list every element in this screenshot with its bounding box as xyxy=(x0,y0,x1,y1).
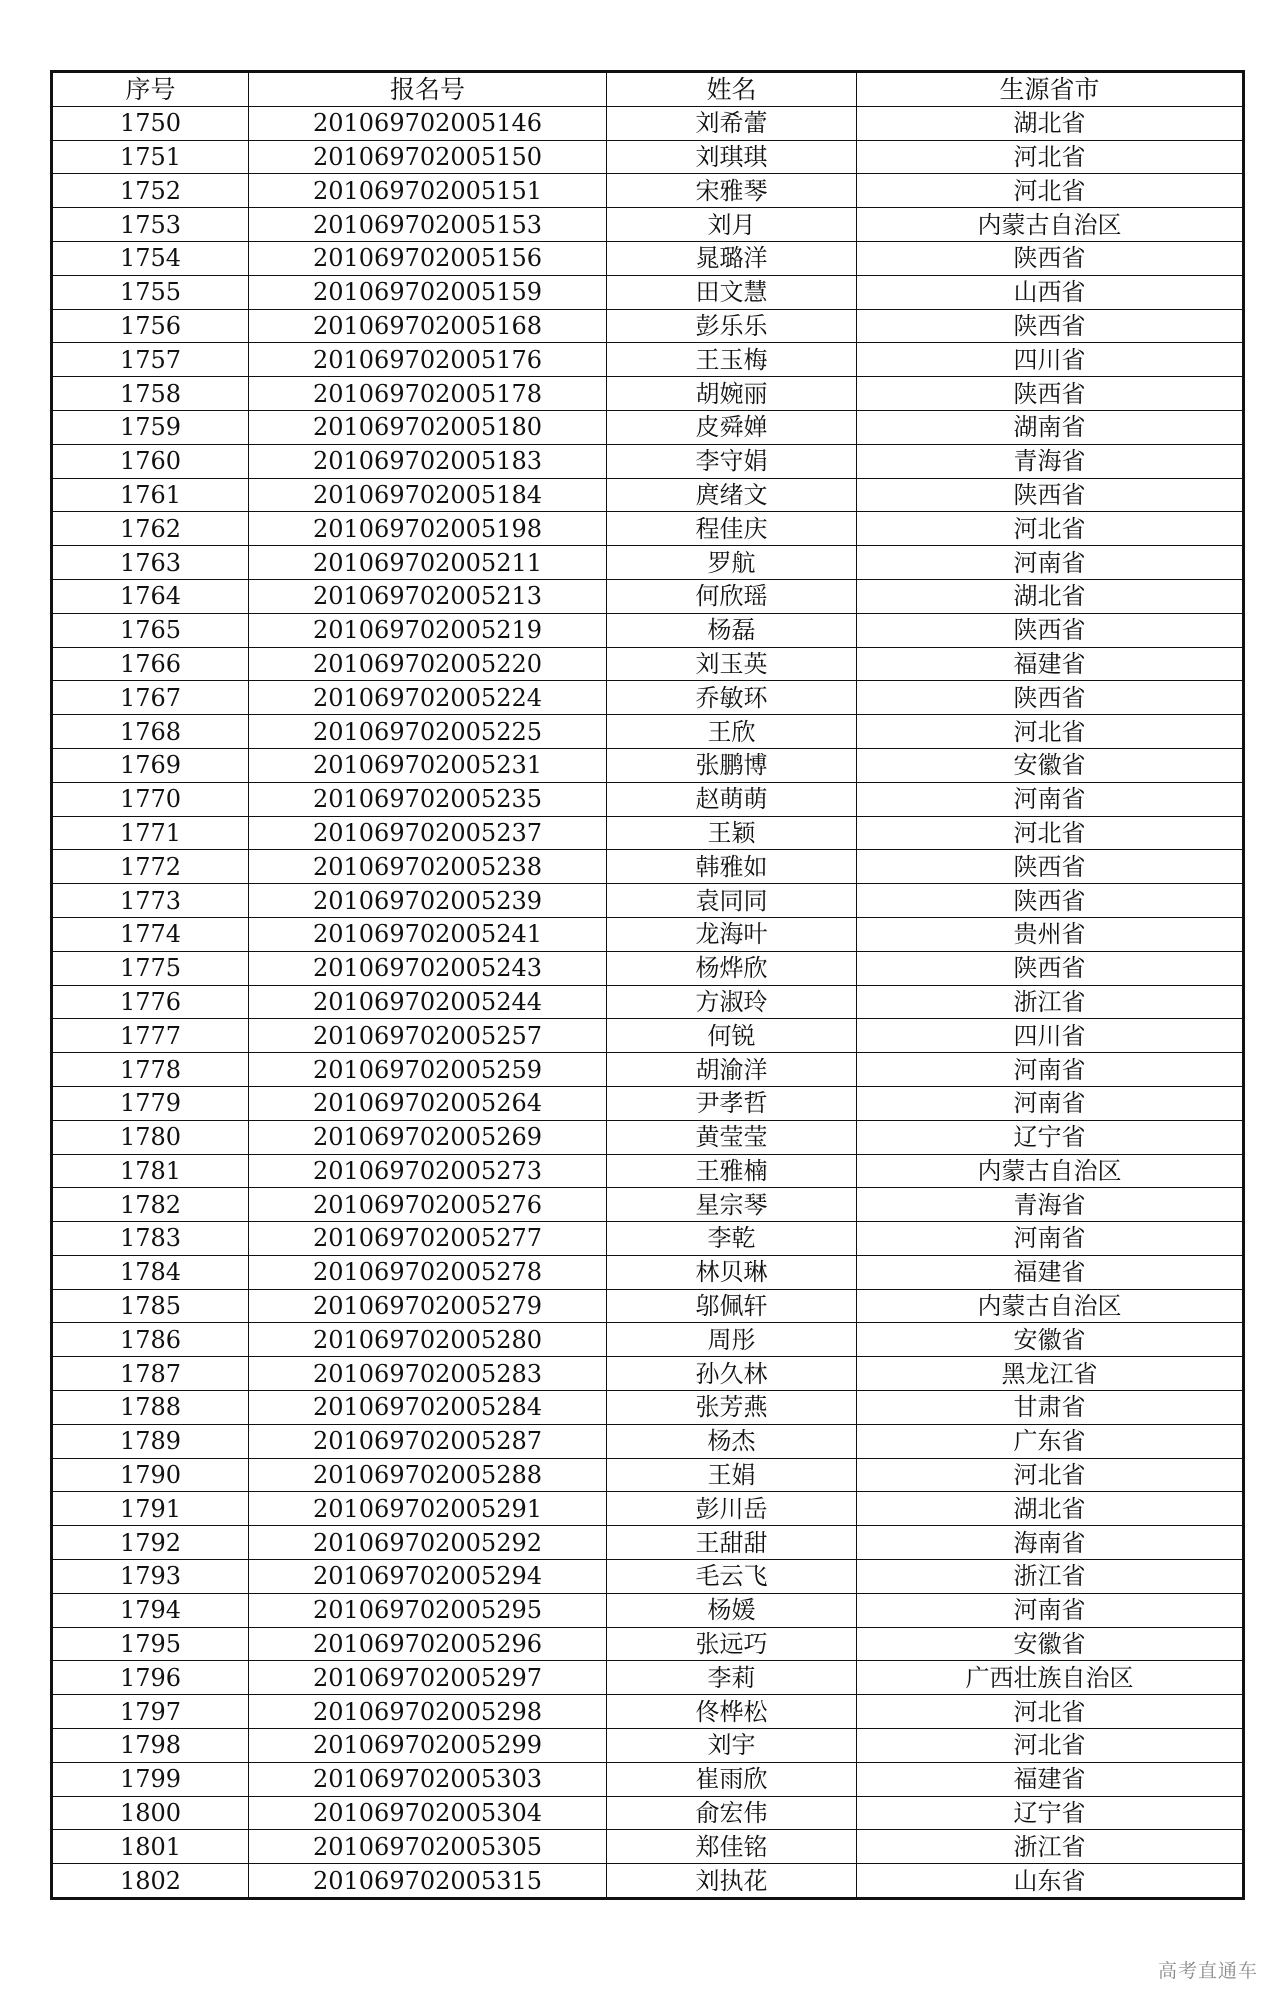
cell-source-province: 福建省 xyxy=(857,1762,1244,1796)
table-row xyxy=(52,512,1244,546)
table-row xyxy=(52,1154,1244,1188)
cell-source-province: 青海省 xyxy=(857,1188,1244,1222)
cell-name: 林贝琳 xyxy=(607,1255,857,1289)
cell-name: 李乾 xyxy=(607,1222,857,1256)
cell-seq: 1766 xyxy=(52,647,249,681)
cell-source-province: 浙江省 xyxy=(857,985,1244,1019)
table-row xyxy=(52,444,1244,478)
table-row xyxy=(52,1458,1244,1492)
cell-seq: 1782 xyxy=(52,1188,249,1222)
cell-seq: 1767 xyxy=(52,681,249,715)
header-registration-number: 报名号 xyxy=(249,72,607,107)
cell-registration-number: 201069702005284 xyxy=(249,1391,607,1425)
table-row xyxy=(52,208,1244,242)
cell-name: 宋雅琴 xyxy=(607,174,857,208)
cell-name: 星宗琴 xyxy=(607,1188,857,1222)
cell-name: 韩雅如 xyxy=(607,850,857,884)
table-row xyxy=(52,1289,1244,1323)
table-row xyxy=(52,613,1244,647)
cell-source-province: 河北省 xyxy=(857,816,1244,850)
cell-registration-number: 201069702005224 xyxy=(249,681,607,715)
cell-name: 刘希蕾 xyxy=(607,106,857,140)
table-row xyxy=(52,884,1244,918)
table-row xyxy=(52,1695,1244,1729)
cell-registration-number: 201069702005277 xyxy=(249,1222,607,1256)
cell-seq: 1792 xyxy=(52,1526,249,1560)
cell-seq: 1771 xyxy=(52,816,249,850)
header-name: 姓名 xyxy=(607,72,857,107)
table-row xyxy=(52,1560,1244,1594)
cell-registration-number: 201069702005305 xyxy=(249,1830,607,1864)
cell-source-province: 安徽省 xyxy=(857,1627,1244,1661)
table-row xyxy=(52,1796,1244,1830)
cell-name: 郑佳铭 xyxy=(607,1830,857,1864)
cell-seq: 1797 xyxy=(52,1695,249,1729)
cell-name: 尹孝哲 xyxy=(607,1086,857,1120)
table-row xyxy=(52,1323,1244,1357)
cell-name: 杨磊 xyxy=(607,613,857,647)
cell-seq: 1750 xyxy=(52,106,249,140)
cell-name: 田文慧 xyxy=(607,275,857,309)
table-row xyxy=(52,715,1244,749)
cell-source-province: 青海省 xyxy=(857,444,1244,478)
cell-source-province: 陕西省 xyxy=(857,478,1244,512)
cell-name: 张鹏博 xyxy=(607,748,857,782)
cell-name: 胡婉丽 xyxy=(607,377,857,411)
cell-name: 彭乐乐 xyxy=(607,309,857,343)
table-row xyxy=(52,782,1244,816)
cell-seq: 1775 xyxy=(52,951,249,985)
cell-seq: 1756 xyxy=(52,309,249,343)
cell-seq: 1779 xyxy=(52,1086,249,1120)
table-row xyxy=(52,1526,1244,1560)
cell-name: 罗航 xyxy=(607,546,857,580)
cell-registration-number: 201069702005280 xyxy=(249,1323,607,1357)
cell-source-province: 安徽省 xyxy=(857,748,1244,782)
cell-name: 刘琪琪 xyxy=(607,140,857,174)
cell-source-province: 浙江省 xyxy=(857,1830,1244,1864)
header-seq: 序号 xyxy=(52,72,249,107)
cell-name: 王雅楠 xyxy=(607,1154,857,1188)
table-row xyxy=(52,377,1244,411)
cell-source-province: 湖南省 xyxy=(857,410,1244,444)
cell-registration-number: 201069702005159 xyxy=(249,275,607,309)
cell-seq: 1800 xyxy=(52,1796,249,1830)
table-row xyxy=(52,917,1244,951)
cell-seq: 1802 xyxy=(52,1864,249,1899)
cell-name: 崔雨欣 xyxy=(607,1762,857,1796)
cell-seq: 1787 xyxy=(52,1357,249,1391)
cell-name: 袁同同 xyxy=(607,884,857,918)
cell-registration-number: 201069702005241 xyxy=(249,917,607,951)
cell-seq: 1760 xyxy=(52,444,249,478)
cell-registration-number: 201069702005296 xyxy=(249,1627,607,1661)
cell-seq: 1758 xyxy=(52,377,249,411)
table-row xyxy=(52,816,1244,850)
cell-registration-number: 201069702005304 xyxy=(249,1796,607,1830)
cell-seq: 1759 xyxy=(52,410,249,444)
cell-source-province: 河北省 xyxy=(857,1729,1244,1763)
cell-name: 王甜甜 xyxy=(607,1526,857,1560)
cell-name: 李莉 xyxy=(607,1661,857,1695)
cell-name: 邬佩轩 xyxy=(607,1289,857,1323)
cell-source-province: 陕西省 xyxy=(857,309,1244,343)
cell-seq: 1772 xyxy=(52,850,249,884)
cell-source-province: 河南省 xyxy=(857,546,1244,580)
cell-name: 程佳庆 xyxy=(607,512,857,546)
table-row xyxy=(52,309,1244,343)
cell-source-province: 山东省 xyxy=(857,1864,1244,1899)
cell-source-province: 辽宁省 xyxy=(857,1796,1244,1830)
cell-registration-number: 201069702005294 xyxy=(249,1560,607,1594)
cell-source-province: 浙江省 xyxy=(857,1560,1244,1594)
cell-name: 周彤 xyxy=(607,1323,857,1357)
cell-source-province: 河南省 xyxy=(857,1086,1244,1120)
cell-registration-number: 201069702005184 xyxy=(249,478,607,512)
cell-source-province: 河南省 xyxy=(857,1053,1244,1087)
cell-name: 杨媛 xyxy=(607,1593,857,1627)
table-row xyxy=(52,748,1244,782)
cell-registration-number: 201069702005297 xyxy=(249,1661,607,1695)
cell-registration-number: 201069702005315 xyxy=(249,1864,607,1899)
cell-seq: 1770 xyxy=(52,782,249,816)
cell-registration-number: 201069702005151 xyxy=(249,174,607,208)
table-row xyxy=(52,681,1244,715)
table-row xyxy=(52,1492,1244,1526)
cell-seq: 1793 xyxy=(52,1560,249,1594)
cell-registration-number: 201069702005244 xyxy=(249,985,607,1019)
cell-registration-number: 201069702005259 xyxy=(249,1053,607,1087)
cell-name: 龙海叶 xyxy=(607,917,857,951)
cell-name: 何锐 xyxy=(607,1019,857,1053)
cell-seq: 1791 xyxy=(52,1492,249,1526)
cell-source-province: 河北省 xyxy=(857,1695,1244,1729)
cell-registration-number: 201069702005298 xyxy=(249,1695,607,1729)
table-row xyxy=(52,1830,1244,1864)
admission-list-table xyxy=(50,70,1245,1900)
cell-name: 杨杰 xyxy=(607,1424,857,1458)
cell-registration-number: 201069702005237 xyxy=(249,816,607,850)
cell-registration-number: 201069702005168 xyxy=(249,309,607,343)
table-row xyxy=(52,1188,1244,1222)
cell-name: 毛云飞 xyxy=(607,1560,857,1594)
cell-source-province: 四川省 xyxy=(857,1019,1244,1053)
cell-name: 赵萌萌 xyxy=(607,782,857,816)
cell-registration-number: 201069702005264 xyxy=(249,1086,607,1120)
table-row xyxy=(52,478,1244,512)
cell-seq: 1774 xyxy=(52,917,249,951)
cell-name: 佟桦松 xyxy=(607,1695,857,1729)
cell-name: 张芳燕 xyxy=(607,1391,857,1425)
cell-source-province: 河北省 xyxy=(857,715,1244,749)
cell-seq: 1754 xyxy=(52,241,249,275)
cell-seq: 1776 xyxy=(52,985,249,1019)
table-row xyxy=(52,1222,1244,1256)
table-row xyxy=(52,106,1244,140)
cell-registration-number: 201069702005303 xyxy=(249,1762,607,1796)
cell-source-province: 河北省 xyxy=(857,174,1244,208)
cell-source-province: 河北省 xyxy=(857,140,1244,174)
cell-name: 乔敏环 xyxy=(607,681,857,715)
cell-registration-number: 201069702005213 xyxy=(249,579,607,613)
cell-source-province: 河南省 xyxy=(857,1222,1244,1256)
table-row xyxy=(52,985,1244,1019)
cell-name: 王娟 xyxy=(607,1458,857,1492)
cell-registration-number: 201069702005180 xyxy=(249,410,607,444)
cell-registration-number: 201069702005238 xyxy=(249,850,607,884)
cell-seq: 1768 xyxy=(52,715,249,749)
cell-source-province: 陕西省 xyxy=(857,241,1244,275)
cell-source-province: 广西壮族自治区 xyxy=(857,1661,1244,1695)
cell-seq: 1751 xyxy=(52,140,249,174)
cell-seq: 1789 xyxy=(52,1424,249,1458)
cell-registration-number: 201069702005176 xyxy=(249,343,607,377)
cell-name: 刘月 xyxy=(607,208,857,242)
cell-name: 黄莹莹 xyxy=(607,1120,857,1154)
table-row xyxy=(52,850,1244,884)
cell-seq: 1786 xyxy=(52,1323,249,1357)
cell-name: 王玉梅 xyxy=(607,343,857,377)
cell-seq: 1794 xyxy=(52,1593,249,1627)
cell-name: 胡渝洋 xyxy=(607,1053,857,1087)
cell-registration-number: 201069702005156 xyxy=(249,241,607,275)
table-row xyxy=(52,1255,1244,1289)
table-row xyxy=(52,410,1244,444)
table-row xyxy=(52,1864,1244,1899)
cell-source-province: 陕西省 xyxy=(857,681,1244,715)
table-row xyxy=(52,241,1244,275)
table-row xyxy=(52,275,1244,309)
cell-seq: 1762 xyxy=(52,512,249,546)
cell-registration-number: 201069702005211 xyxy=(249,546,607,580)
table-row xyxy=(52,546,1244,580)
cell-name: 王欣 xyxy=(607,715,857,749)
cell-name: 俞宏伟 xyxy=(607,1796,857,1830)
cell-registration-number: 201069702005243 xyxy=(249,951,607,985)
cell-source-province: 河南省 xyxy=(857,1593,1244,1627)
cell-source-province: 内蒙古自治区 xyxy=(857,1289,1244,1323)
cell-name: 李守娟 xyxy=(607,444,857,478)
cell-seq: 1795 xyxy=(52,1627,249,1661)
cell-registration-number: 201069702005278 xyxy=(249,1255,607,1289)
table-row xyxy=(52,1593,1244,1627)
cell-source-province: 河南省 xyxy=(857,782,1244,816)
table-row xyxy=(52,343,1244,377)
table-row xyxy=(52,1053,1244,1087)
cell-source-province: 湖北省 xyxy=(857,106,1244,140)
cell-source-province: 陕西省 xyxy=(857,884,1244,918)
cell-registration-number: 201069702005219 xyxy=(249,613,607,647)
cell-name: 晁璐洋 xyxy=(607,241,857,275)
cell-seq: 1796 xyxy=(52,1661,249,1695)
cell-registration-number: 201069702005273 xyxy=(249,1154,607,1188)
cell-name: 何欣瑶 xyxy=(607,579,857,613)
cell-seq: 1799 xyxy=(52,1762,249,1796)
table-header-row xyxy=(52,72,1244,107)
cell-registration-number: 201069702005269 xyxy=(249,1120,607,1154)
cell-registration-number: 201069702005292 xyxy=(249,1526,607,1560)
cell-seq: 1784 xyxy=(52,1255,249,1289)
table-row xyxy=(52,1120,1244,1154)
cell-seq: 1783 xyxy=(52,1222,249,1256)
cell-registration-number: 201069702005239 xyxy=(249,884,607,918)
cell-source-province: 河北省 xyxy=(857,1458,1244,1492)
cell-seq: 1755 xyxy=(52,275,249,309)
cell-seq: 1798 xyxy=(52,1729,249,1763)
header-source-province: 生源省市 xyxy=(857,72,1244,107)
cell-name: 庹绪文 xyxy=(607,478,857,512)
cell-source-province: 山西省 xyxy=(857,275,1244,309)
table-row xyxy=(52,579,1244,613)
table-row xyxy=(52,1086,1244,1120)
cell-source-province: 安徽省 xyxy=(857,1323,1244,1357)
cell-registration-number: 201069702005287 xyxy=(249,1424,607,1458)
cell-registration-number: 201069702005276 xyxy=(249,1188,607,1222)
cell-seq: 1763 xyxy=(52,546,249,580)
cell-registration-number: 201069702005279 xyxy=(249,1289,607,1323)
table-row xyxy=(52,1762,1244,1796)
cell-source-province: 甘肃省 xyxy=(857,1391,1244,1425)
table-row xyxy=(52,174,1244,208)
cell-seq: 1769 xyxy=(52,748,249,782)
table-row xyxy=(52,1357,1244,1391)
cell-seq: 1765 xyxy=(52,613,249,647)
cell-source-province: 河北省 xyxy=(857,512,1244,546)
cell-source-province: 陕西省 xyxy=(857,951,1244,985)
cell-registration-number: 201069702005288 xyxy=(249,1458,607,1492)
cell-seq: 1780 xyxy=(52,1120,249,1154)
table-row xyxy=(52,1424,1244,1458)
cell-seq: 1788 xyxy=(52,1391,249,1425)
cell-registration-number: 201069702005257 xyxy=(249,1019,607,1053)
cell-source-province: 内蒙古自治区 xyxy=(857,1154,1244,1188)
table-row xyxy=(52,1627,1244,1661)
table-row xyxy=(52,1391,1244,1425)
table-row xyxy=(52,140,1244,174)
cell-registration-number: 201069702005235 xyxy=(249,782,607,816)
cell-name: 方淑玲 xyxy=(607,985,857,1019)
cell-source-province: 陕西省 xyxy=(857,613,1244,647)
cell-source-province: 福建省 xyxy=(857,1255,1244,1289)
cell-source-province: 辽宁省 xyxy=(857,1120,1244,1154)
cell-seq: 1752 xyxy=(52,174,249,208)
table-row xyxy=(52,1729,1244,1763)
cell-name: 彭川岳 xyxy=(607,1492,857,1526)
cell-source-province: 海南省 xyxy=(857,1526,1244,1560)
cell-name: 皮舜婵 xyxy=(607,410,857,444)
cell-seq: 1773 xyxy=(52,884,249,918)
cell-name: 刘玉英 xyxy=(607,647,857,681)
cell-registration-number: 201069702005183 xyxy=(249,444,607,478)
cell-registration-number: 201069702005299 xyxy=(249,1729,607,1763)
cell-seq: 1790 xyxy=(52,1458,249,1492)
cell-registration-number: 201069702005225 xyxy=(249,715,607,749)
table-row xyxy=(52,1019,1244,1053)
cell-name: 孙久林 xyxy=(607,1357,857,1391)
cell-seq: 1764 xyxy=(52,579,249,613)
cell-source-province: 福建省 xyxy=(857,647,1244,681)
cell-source-province: 广东省 xyxy=(857,1424,1244,1458)
cell-seq: 1778 xyxy=(52,1053,249,1087)
cell-seq: 1785 xyxy=(52,1289,249,1323)
table-row xyxy=(52,951,1244,985)
cell-registration-number: 201069702005231 xyxy=(249,748,607,782)
cell-source-province: 陕西省 xyxy=(857,850,1244,884)
cell-registration-number: 201069702005146 xyxy=(249,106,607,140)
cell-name: 刘宇 xyxy=(607,1729,857,1763)
cell-source-province: 贵州省 xyxy=(857,917,1244,951)
cell-seq: 1781 xyxy=(52,1154,249,1188)
cell-seq: 1761 xyxy=(52,478,249,512)
cell-seq: 1777 xyxy=(52,1019,249,1053)
cell-source-province: 湖北省 xyxy=(857,1492,1244,1526)
cell-registration-number: 201069702005198 xyxy=(249,512,607,546)
cell-name: 刘执花 xyxy=(607,1864,857,1899)
cell-source-province: 四川省 xyxy=(857,343,1244,377)
cell-name: 张远巧 xyxy=(607,1627,857,1661)
cell-registration-number: 201069702005295 xyxy=(249,1593,607,1627)
cell-seq: 1757 xyxy=(52,343,249,377)
cell-registration-number: 201069702005283 xyxy=(249,1357,607,1391)
cell-source-province: 内蒙古自治区 xyxy=(857,208,1244,242)
cell-source-province: 黑龙江省 xyxy=(857,1357,1244,1391)
cell-name: 王颖 xyxy=(607,816,857,850)
cell-registration-number: 201069702005153 xyxy=(249,208,607,242)
cell-registration-number: 201069702005220 xyxy=(249,647,607,681)
cell-seq: 1753 xyxy=(52,208,249,242)
cell-registration-number: 201069702005291 xyxy=(249,1492,607,1526)
cell-seq: 1801 xyxy=(52,1830,249,1864)
cell-registration-number: 201069702005150 xyxy=(249,140,607,174)
cell-name: 杨烨欣 xyxy=(607,951,857,985)
cell-registration-number: 201069702005178 xyxy=(249,377,607,411)
watermark-text: 高考直通车 xyxy=(1157,1960,1258,1982)
cell-source-province: 湖北省 xyxy=(857,579,1244,613)
table-body xyxy=(52,106,1244,1898)
cell-source-province: 陕西省 xyxy=(857,377,1244,411)
table-row xyxy=(52,1661,1244,1695)
table-row xyxy=(52,647,1244,681)
